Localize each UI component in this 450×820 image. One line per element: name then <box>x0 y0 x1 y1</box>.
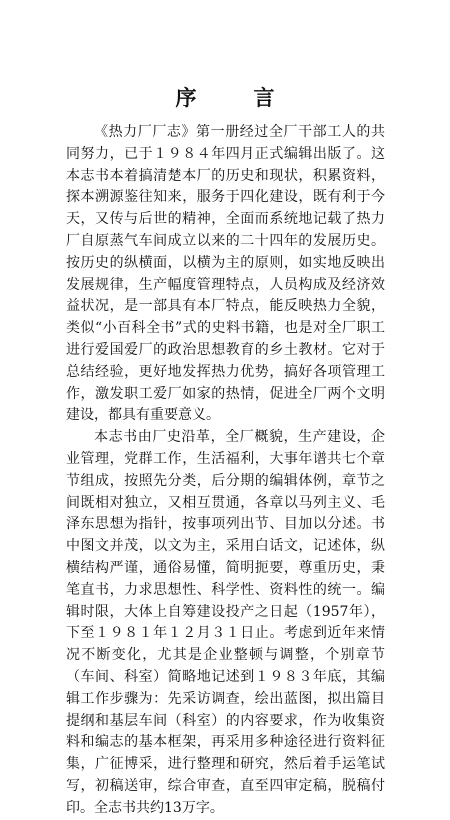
page-title: 序 言 <box>175 85 293 110</box>
preface-paragraph-1: 《热力厂厂志》第一册经过全厂干部工人的共同努力，已于１９８４年四月正式编辑出版了。这本志书本着搞清楚本厂的历史和现状，积累资料，探本溯源鉴往知来，服务于四化建设，既有利于今天，又传与后世的精神，全面而系统地记载了热力厂自原蒸气车间成立以来的二十四年的发展历史。按历史的纵横面，以横为主的原则，如实地反映出发展规律，生产幅度管理特点，人员构成及经济效益状况，是一部具有本厂特点，能反映热力全貌，类似“小百科全书”式的史料书籍，也是对全厂职工进行爱国爱厂的政治思想教育的乡土教材。它对于总结经验，更好地发挥热力优势，搞好各项管理工作，激发职工爱厂如家的热情，促进全厂两个文明建设，都具有重要意义。 <box>66 124 385 424</box>
preface-paragraph-2: 本志书由厂史沿革，全厂概貌，生产建设，企业管理，党群工作，生活福利，大事年谱共七个章节组成，按照先分类，后分期的编辑体例，章节之间既相对独立，又相互贯通，各章以马列主义、毛泽东思想为指针，按事项列出节、目加以分述。书中图文并茂，以文为主，采用白话文，记述体，纵横结构严谨，通俗易懂，简明扼要，尊重历史，秉笔直书，力求思想性、科学性、资料性的统一。编辑时限，大体上自筹建设投产之日起（1957年），下至１９８１年１２月３１日止。考虑到近年来情况不断变化，尤其是企业整顿与调整，个别章节（车间、科室）简略地记述到１９８３年底，其编辑工作步骤为：先采访调查，绘出蓝图，拟出篇目提纲和基层车间（科室）的内容要求，作为收集资料和编志的基本框架，再采用多种途径进行资料征集，广征博采，进行整理和研究，然后着手运笔试写，初稿送审，综合审查，直至四审定稿，脱稿付印。全志书共约13万字。 <box>66 429 385 816</box>
preface-body <box>66 122 385 820</box>
